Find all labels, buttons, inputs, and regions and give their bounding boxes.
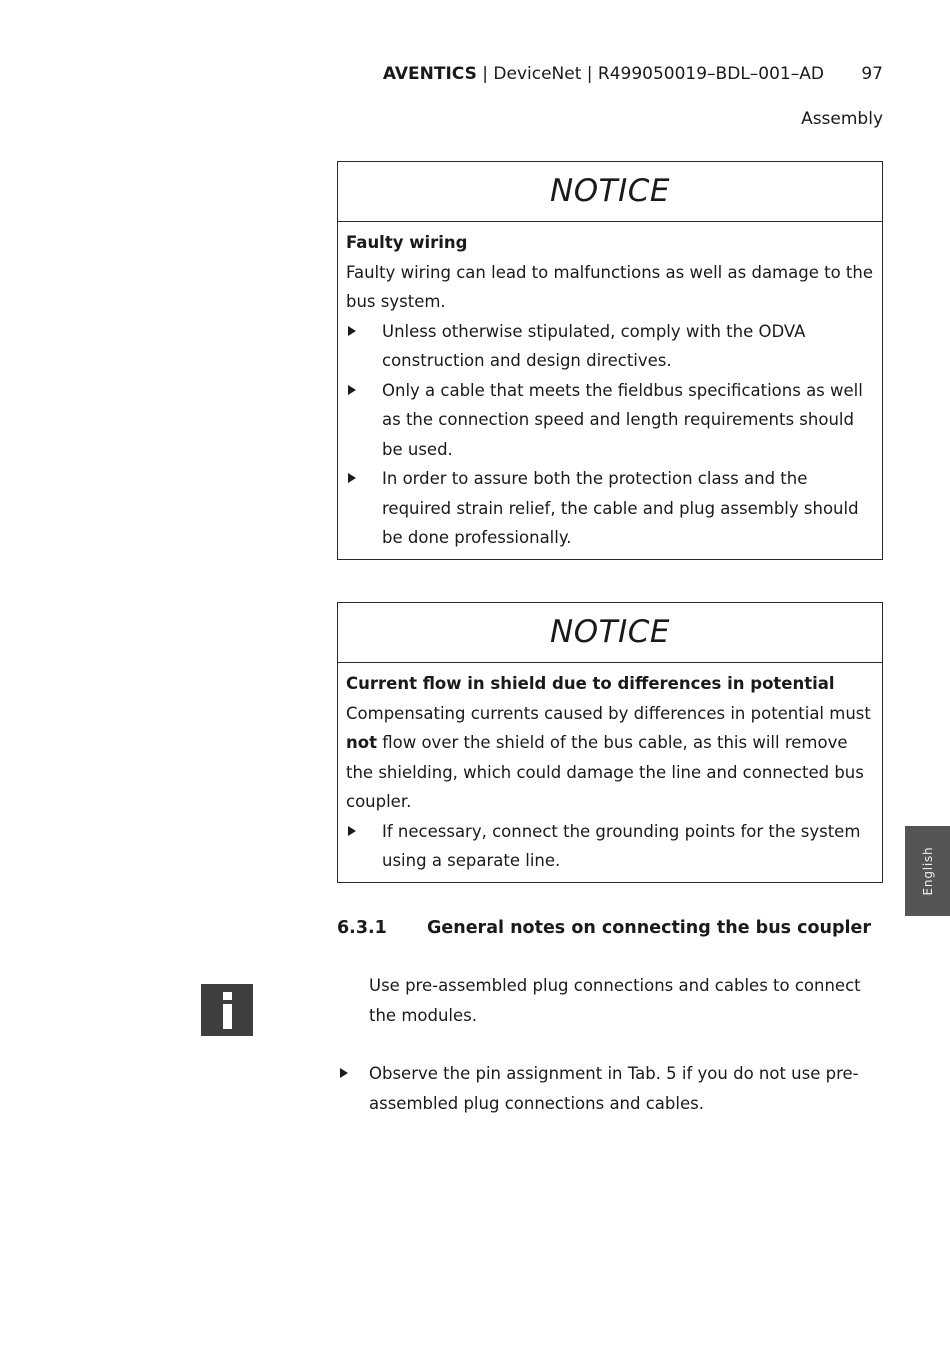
info-paragraph: Use pre-assembled plug connections and cables to connect the modules. [369,976,861,1025]
list-item [346,317,874,376]
instruction-text: Observe the pin assignment in Tab. 5 if you do not use pre-assembled plug connections and cables. [369,1064,859,1113]
list-item [346,376,874,465]
triangle-bullet-icon [348,473,356,483]
bullet-text: If necessary, connect the grounding points for the system using a separate line. [382,821,861,870]
notice-heading: Current flow in shield due to differences in potential [346,674,835,693]
notice-title: NOTICE [338,603,882,663]
notice-bullet-list [346,817,874,876]
list-item [346,464,874,553]
triangle-bullet-icon [348,326,356,336]
bullet-text: Unless otherwise stipulated, comply with the ODVA construction and design directives. [382,321,806,370]
notice-text-start: Compensating currents caused by differences in potential must [346,703,871,723]
section-name: Assembly [801,109,883,129]
list-item [346,817,874,876]
triangle-bullet-icon [348,826,356,836]
triangle-bullet-icon [340,1068,348,1078]
bullet-text: Only a cable that meets the fieldbus specifications as well as the connection speed and length requirements should be used. [382,380,863,459]
notice-body [338,222,882,559]
subsection-number: 6.3.1 [337,918,387,938]
brand-name: AVENTICS [382,64,477,84]
language-tab-label: English [920,846,935,896]
notice-title: NOTICE [338,162,882,222]
notice-text-emphasis: not [346,733,377,752]
instruction-item [337,1059,889,1118]
subsection-heading [337,913,897,943]
subsection-title: General notes on connecting the bus coupler [427,918,872,938]
page-number: 97 [861,64,883,84]
notice-text [346,699,874,817]
notice-box-shield-current [337,602,883,883]
header-separator: | [482,64,488,84]
notice-text: Faulty wiring can lead to malfunctions as well as damage to the bus system. [346,262,873,311]
info-icon [201,984,253,1036]
notice-text-end: flow over the shield of the bus cable, as this will remove the shielding, which could damage the line and connected bus coupler. [346,733,864,811]
notice-body [338,663,882,882]
notice-bullet-list [346,317,874,553]
notice-box-faulty-wiring [337,161,883,560]
notice-heading: Faulty wiring [346,233,468,252]
bullet-text: In order to assure both the protection class and the required strain relief, the cable and plug assembly should be done professionally. [382,469,859,547]
triangle-bullet-icon [348,385,356,395]
document-reference: DeviceNet | R499050019–BDL–001–AD [493,64,824,84]
language-tab [905,826,950,916]
page-header [300,62,883,86]
